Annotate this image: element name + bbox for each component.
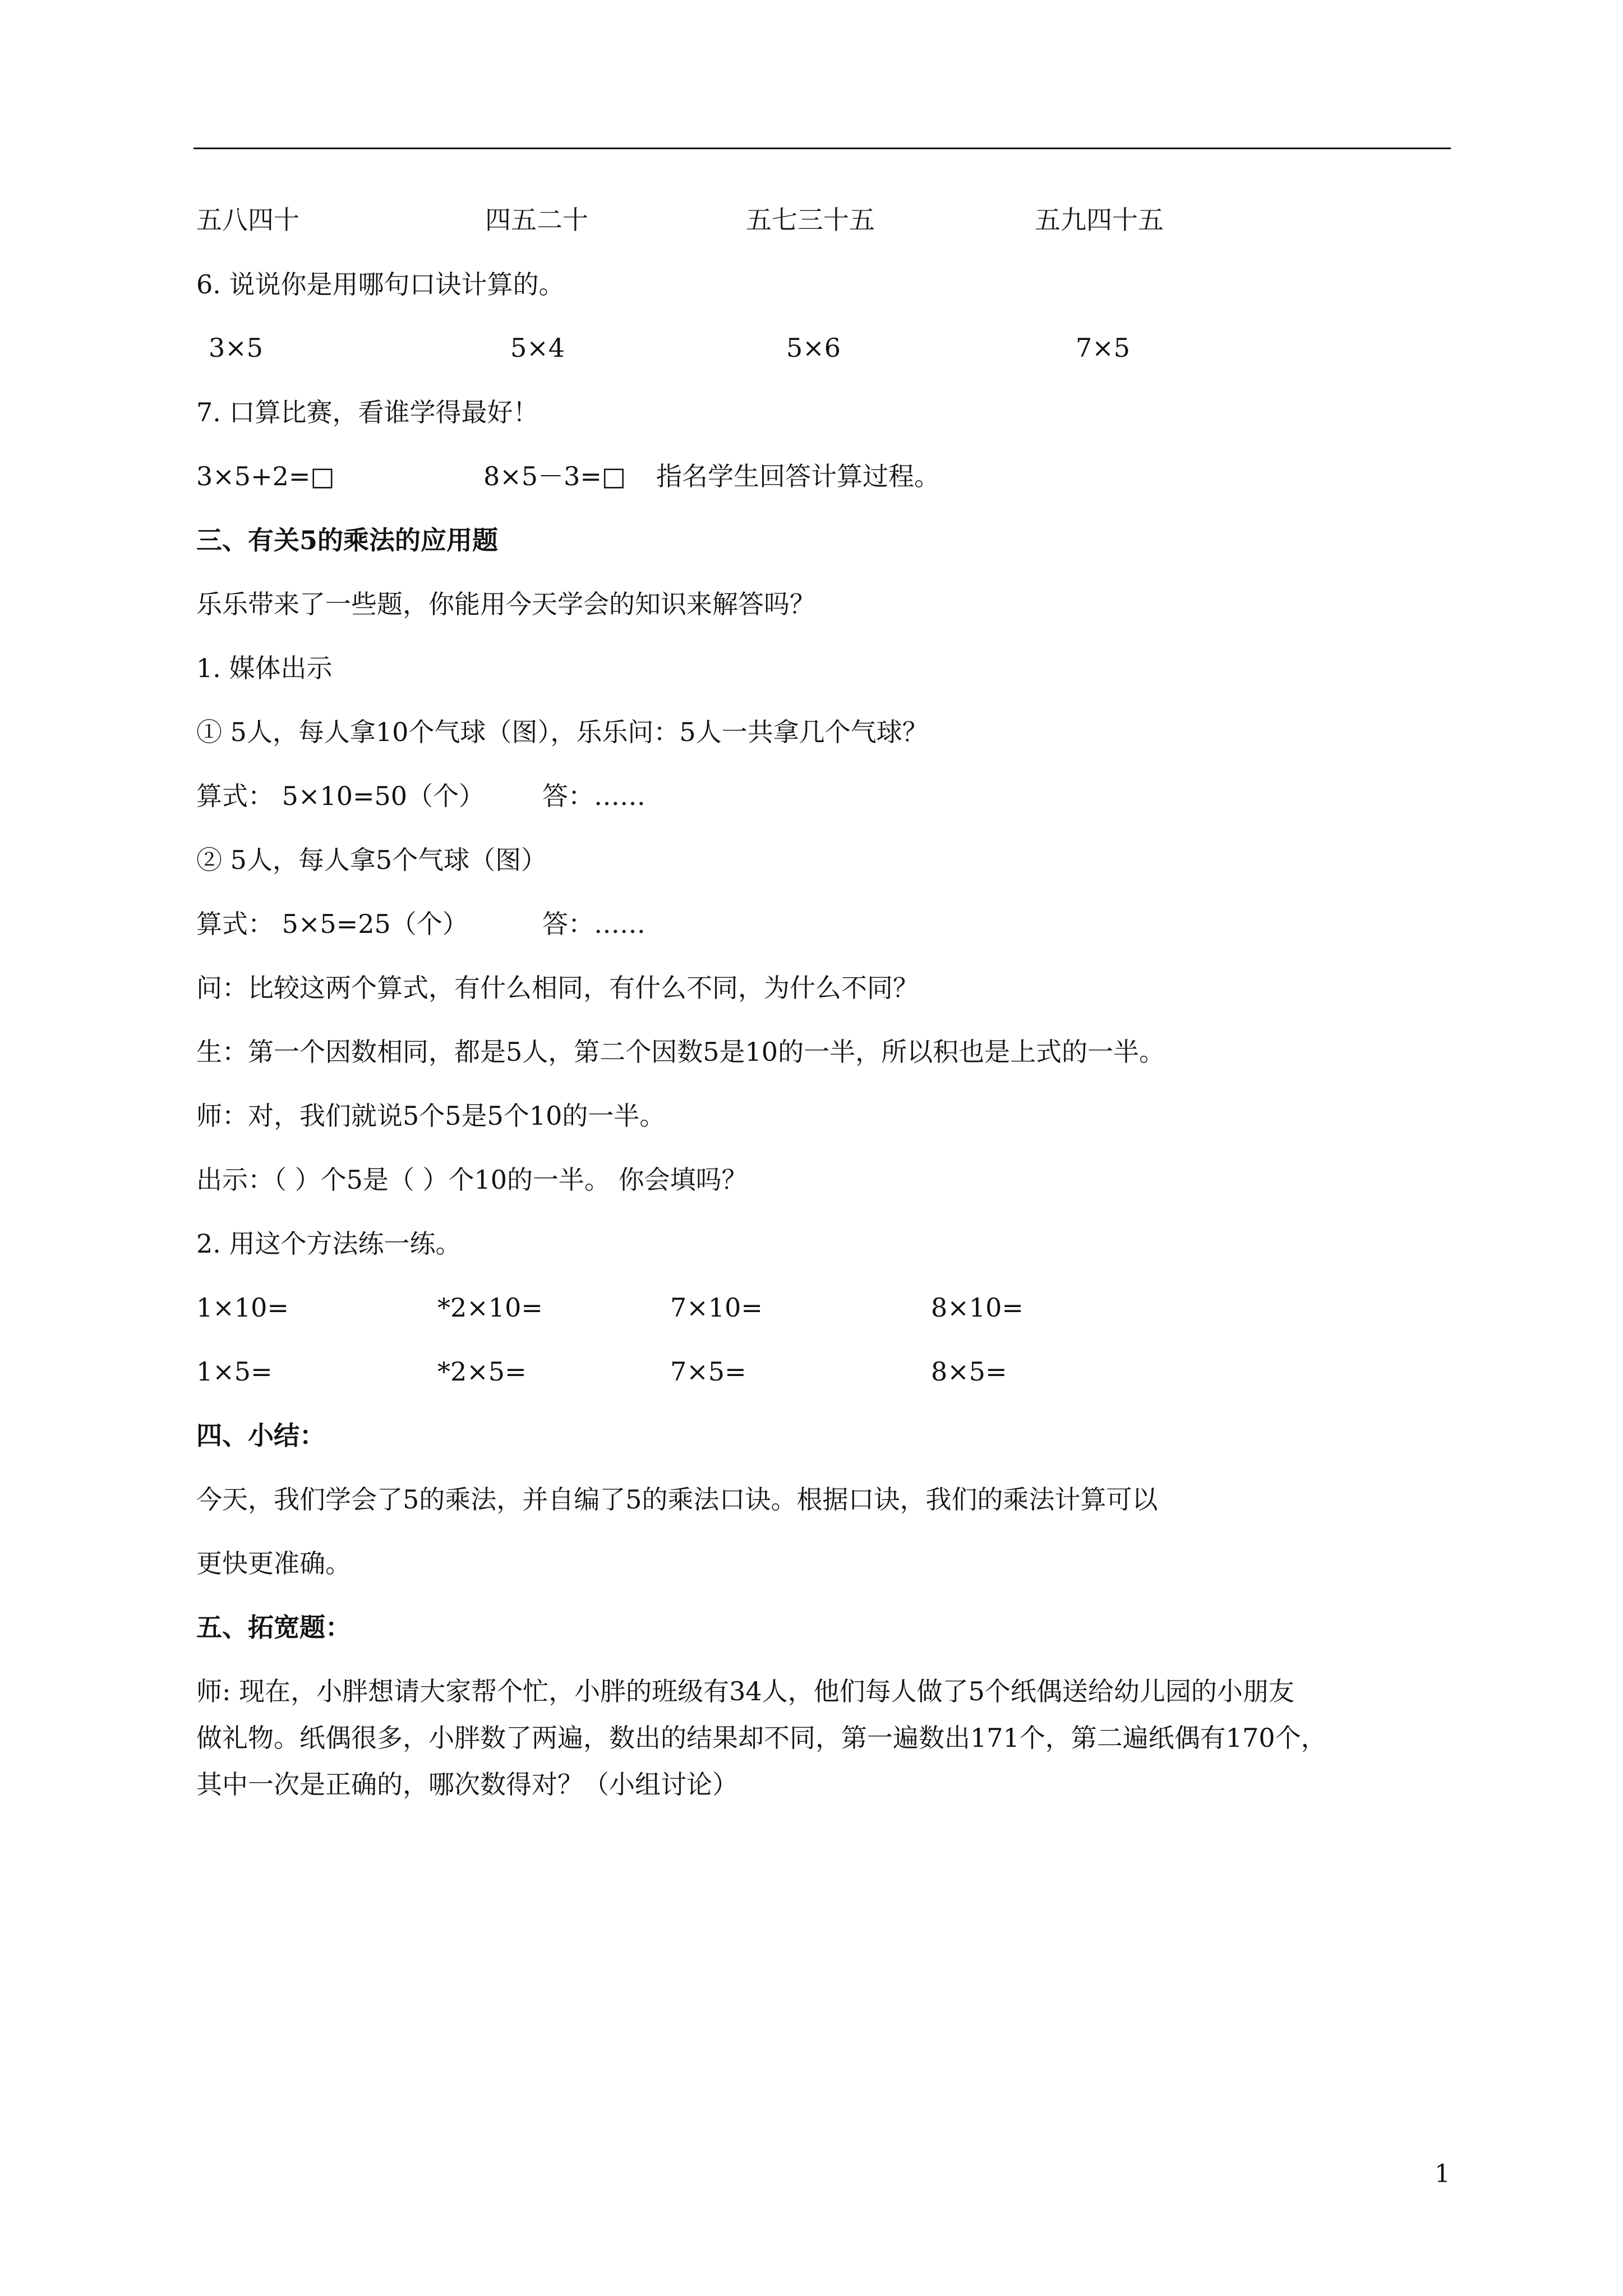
fill-in-prompt: 出示：（ ）个5是（ ）个10的一半。 你会填吗？ [196,1165,748,1195]
q7-note: 指名学生回答计算过程。 [656,461,940,491]
rhyme-2: 四五二十 [485,205,588,235]
exercise-item: 1×5= [196,1356,273,1387]
exercise-item: 8×10= [931,1292,1023,1323]
question-compare: 问：比较这两个算式，有什么相同，有什么不同，为什么不同？ [196,973,919,1003]
exercise-item: 8×5= [931,1356,1007,1387]
exercise-item: 1×10= [196,1292,289,1323]
q6-item: 5×6 [786,333,841,363]
q7-item: 3×5+2=□ [196,461,335,491]
q7-title: 7. 口算比赛，看谁学得最好！ [196,397,539,427]
header-rule [193,148,1451,149]
q6-item: 3×5 [209,333,264,363]
summary-line-2: 更快更准确。 [196,1548,351,1579]
section-3-point-2: 2. 用这个方法练一练。 [196,1228,462,1259]
student-response: 生：第一个因数相同，都是5人，第二个因数5是10的一半，所以积也是上式的一半。 [196,1037,1165,1067]
q6-title: 6. 说说你是用哪句口诀计算的。 [196,269,565,300]
extension-line-2: 做礼物。纸偶很多，小胖数了两遍，数出的结果却不同，第一遍数出171个，第二遍纸偶有170个， [196,1723,1327,1753]
exercise-item: 7×10= [670,1292,763,1323]
problem-2-answer: 答：…… [542,909,645,939]
section-5-heading: 五、拓宽题： [196,1612,351,1642]
section-4-heading: 四、小结： [196,1420,325,1451]
problem-1-answer: 答：…… [542,781,645,811]
q6-item: 7×5 [1076,333,1131,363]
q6-item: 5×4 [510,333,565,363]
problem-2-formula: 算式： 5×5=25（个） [196,909,468,939]
extension-line-1: 师: 现在，小胖想请大家帮个忙，小胖的班级有34人，他们每人做了5个纸偶送给幼儿园的小朋友 [196,1676,1294,1706]
section-3-point-1: 1. 媒体出示 [196,653,333,683]
exercise-item: 7×5= [670,1356,746,1387]
summary-line-1: 今天，我们学会了5的乘法，并自编了5的乘法口诀。根据口诀，我们的乘法计算可以 [196,1484,1158,1515]
problem-1: ① 5人，每人拿10个气球（图），乐乐问：5人一共拿几个气球？ [196,717,928,747]
section-3-heading: 三、有关5的乘法的应用题 [196,525,499,555]
exercise-item: *2×5= [437,1356,527,1387]
section-3-intro: 乐乐带来了一些题，你能用今天学会的知识来解答吗？ [196,589,815,619]
teacher-response: 师：对，我们就说5个5是5个10的一半。 [196,1101,666,1131]
rhyme-4: 五九四十五 [1035,205,1164,235]
q7-item: 8×5－3=□ [483,461,626,491]
page-number: 1 [1435,2160,1450,2188]
rhyme-1: 五八四十 [196,205,299,235]
extension-line-3: 其中一次是正确的，哪次数得对？（小组讨论） [196,1769,738,1800]
exercise-item: *2×10= [437,1292,543,1323]
problem-2: ② 5人，每人拿5个气球（图） [196,845,547,875]
rhyme-3: 五七三十五 [746,205,875,235]
problem-1-formula: 算式： 5×10=50（个） [196,781,485,811]
